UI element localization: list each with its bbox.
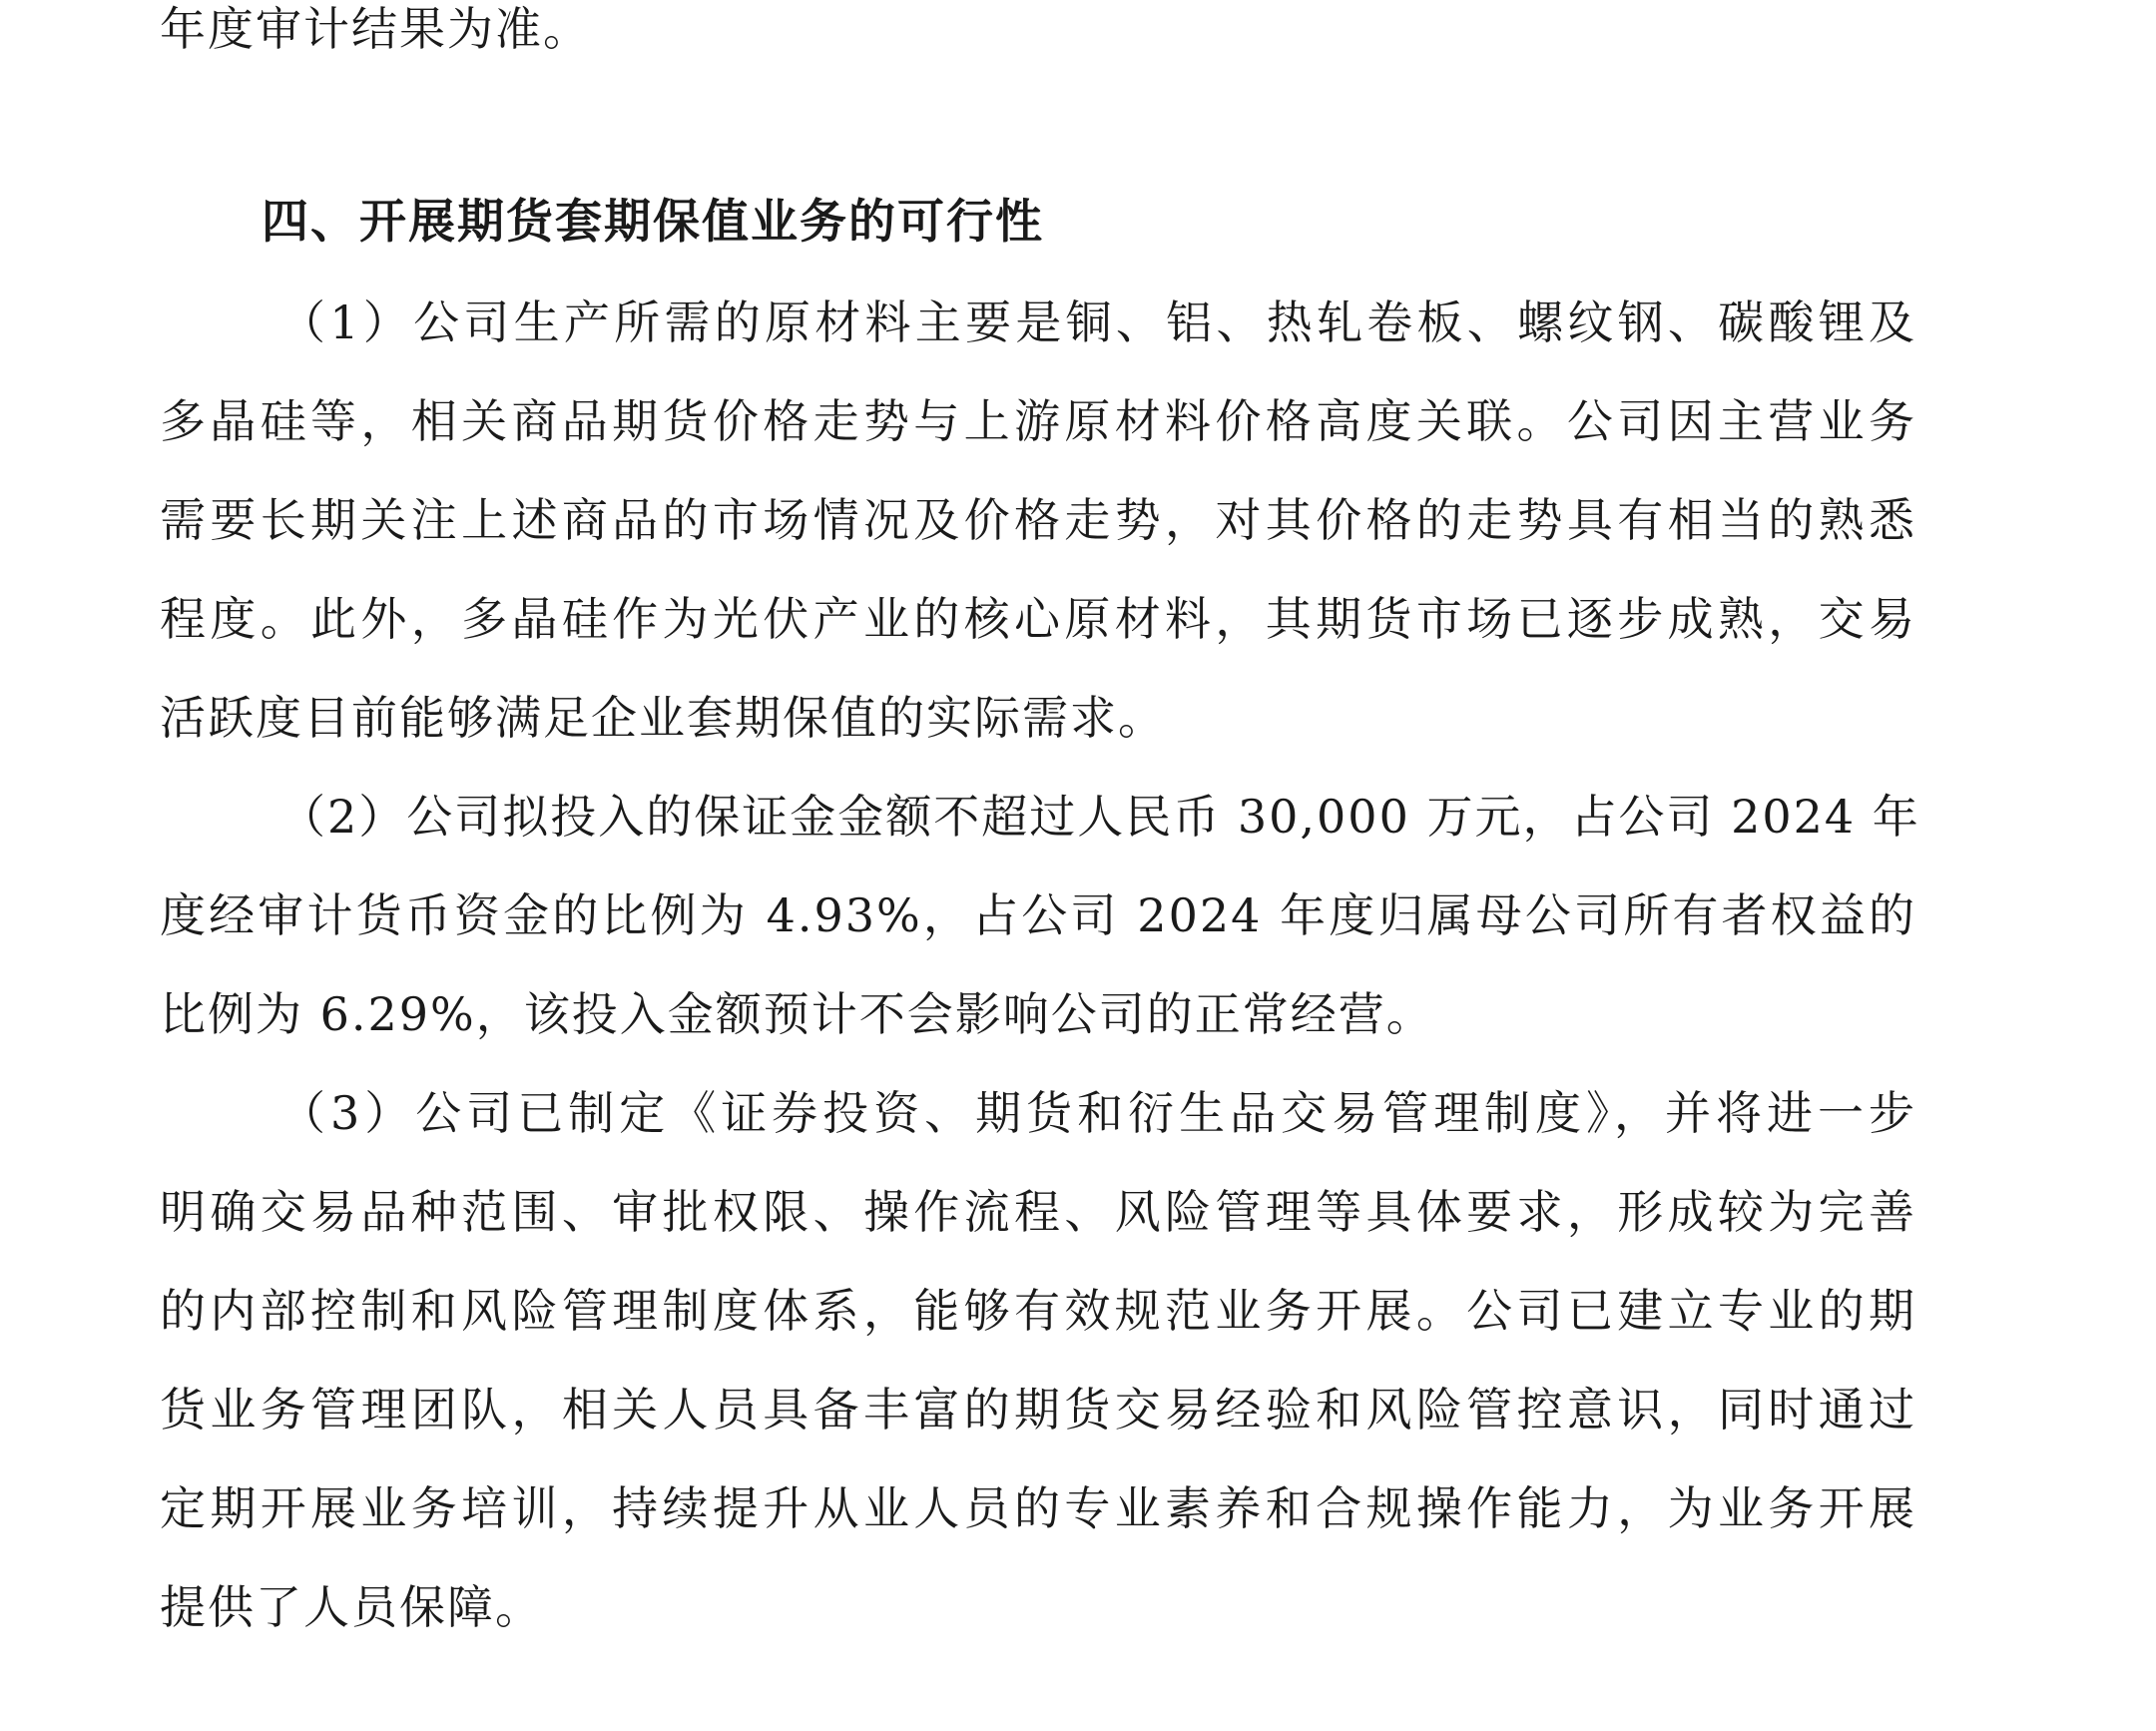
previous-section-tail: 年度审计结果为准。: [160, 2, 591, 56]
paragraph-2-line-3: 比例为 6.29%，该投入金额预计不会影响公司的正常经营。: [160, 987, 1434, 1041]
paragraph-1-line-2: 多晶硅等，相关商品期货价格走势与上游原材料价格高度关联。公司因主营业务: [160, 394, 1916, 448]
paragraph-3-line-4: 货业务管理团队，相关人员具备丰富的期货交易经验和风险管控意识，同时通过: [160, 1383, 1916, 1437]
paragraph-3-line-5: 定期开展业务培训，持续提升从业人员的专业素养和合规操作能力，为业务开展: [160, 1481, 1916, 1535]
paragraph-3-line-6: 提供了人员保障。: [160, 1580, 543, 1634]
paragraph-1-line-1: （1）公司生产所需的原材料主要是铜、铝、热轧卷板、螺纹钢、碳酸锂及: [279, 295, 1916, 349]
paragraph-2-line-1: （2）公司拟投入的保证金金额不超过人民币 30,000 万元，占公司 2024 年: [279, 790, 1920, 844]
paragraph-1-line-3: 需要长期关注上述商品的市场情况及价格走势，对其价格的走势具有相当的熟悉: [160, 493, 1916, 547]
paragraph-3-line-1: （3）公司已制定《证券投资、期货和衍生品交易管理制度》，并将进一步: [279, 1086, 1916, 1140]
paragraph-1-line-5: 活跃度目前能够满足企业套期保值的实际需求。: [160, 691, 1166, 745]
paragraph-2-line-2: 度经审计货币资金的比例为 4.93%，占公司 2024 年度归属母公司所有者权益的: [160, 888, 1916, 942]
paragraph-3-line-3: 的内部控制和风险管理制度体系，能够有效规范业务开展。公司已建立专业的期: [160, 1284, 1916, 1338]
section-heading: 四、开展期货套期保值业务的可行性: [262, 195, 1044, 250]
paragraph-3-line-2: 明确交易品种范围、审批权限、操作流程、风险管理等具体要求，形成较为完善: [160, 1185, 1916, 1239]
paragraph-1-line-4: 程度。此外，多晶硅作为光伏产业的核心原材料，其期货市场已逐步成熟，交易: [160, 592, 1916, 646]
